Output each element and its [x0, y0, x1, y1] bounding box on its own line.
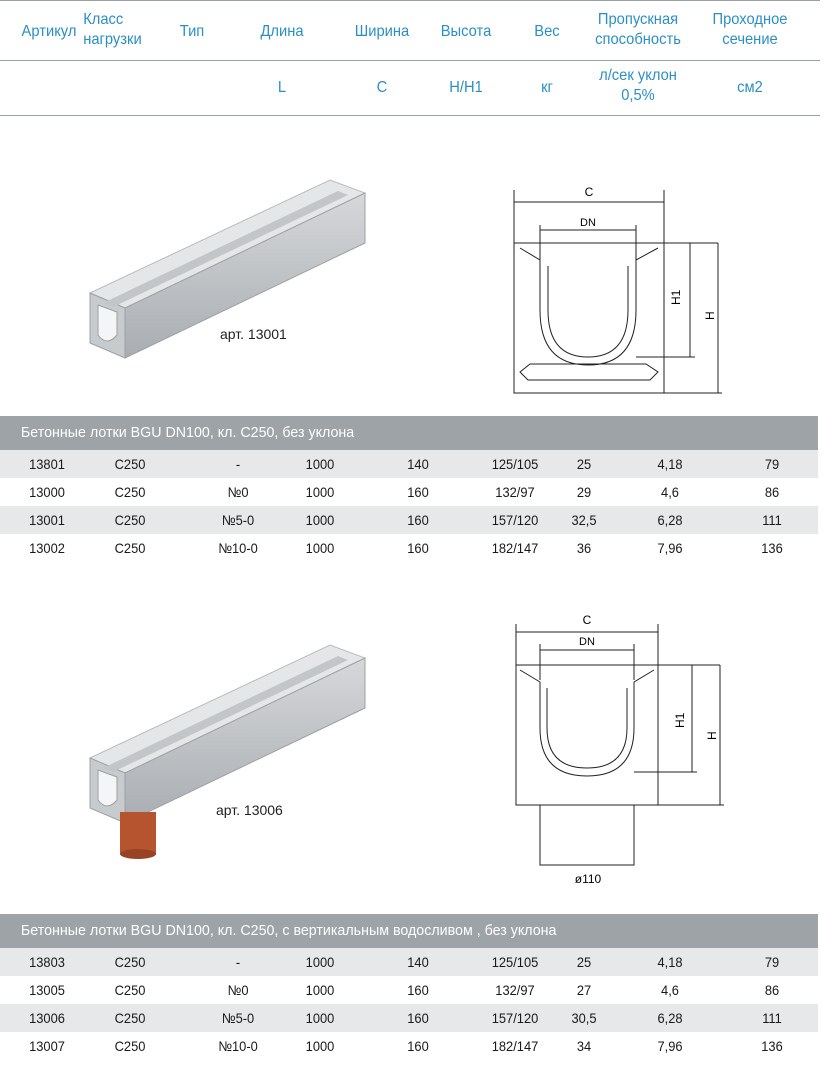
- cross-section-drawing: [490, 180, 740, 398]
- table-cell: 30,5: [571, 1010, 597, 1026]
- table-cell: №5-0: [221, 512, 255, 528]
- dim-pipe-label: ø110: [574, 872, 602, 886]
- table-cell: 6,28: [657, 1010, 683, 1026]
- table-cell: №5-0: [221, 1010, 255, 1026]
- dim-c-label: C: [584, 185, 594, 199]
- table-cell: 25: [576, 456, 592, 472]
- table-row: [0, 478, 818, 506]
- table-cell: 86: [764, 484, 780, 500]
- table-cell: 140: [407, 456, 429, 472]
- table-cell: 182/147: [491, 1038, 539, 1054]
- header-capacity: Пропускная способность: [595, 11, 681, 48]
- table-row: [0, 1004, 818, 1032]
- channel-product-image: [80, 175, 380, 375]
- header-weight: Вес: [534, 23, 560, 40]
- unit-weight: кг: [541, 79, 553, 96]
- section-title-bar-2: [0, 914, 818, 948]
- channel-outlet-product-image: [80, 640, 380, 865]
- table-cell: 182/147: [491, 540, 539, 556]
- table-cell: C250: [114, 540, 146, 556]
- section-title-2: Бетонные лотки BGU DN100, кл. С250, с вертикальным водосливом , без уклона: [20, 922, 557, 939]
- table-cell: 32,5: [571, 512, 597, 528]
- unit-length: L: [277, 79, 287, 96]
- product-caption: арт. 13001: [220, 326, 287, 342]
- table-cell: №10-0: [218, 1038, 258, 1054]
- table-cell: 1000: [305, 456, 335, 472]
- table-cell: №0: [227, 484, 249, 500]
- table-cell: 29: [576, 484, 592, 500]
- table-cell: C250: [114, 982, 146, 998]
- table-row: [0, 450, 818, 478]
- cross-section-drawing-2: [492, 610, 742, 890]
- unit-capacity: л/сек уклон 0,5%: [599, 67, 677, 104]
- dim-h1-label-2: H1: [673, 712, 687, 728]
- table-cell: C250: [114, 456, 146, 472]
- table-cell: 79: [764, 954, 780, 970]
- table-cell: 27: [576, 982, 592, 998]
- table-cell: 34: [576, 1038, 592, 1054]
- header-height: Высота: [440, 23, 492, 40]
- table-cell: 25: [576, 954, 592, 970]
- table-cell: C250: [114, 1010, 146, 1026]
- dim-h-label: H: [703, 311, 717, 320]
- table-cell: 13000: [29, 484, 65, 500]
- table-cell: 4,18: [657, 456, 683, 472]
- table-cell: -: [235, 954, 241, 970]
- table-row: [0, 948, 818, 976]
- table-cell: 160: [407, 982, 429, 998]
- table-cell: 136: [761, 1038, 783, 1054]
- table-cell: C250: [114, 1038, 146, 1054]
- unit-height: H/H1: [449, 79, 483, 96]
- table-cell: 13002: [29, 540, 65, 556]
- dim-dn-label-2: DN: [579, 636, 595, 648]
- table-cell: C250: [114, 512, 146, 528]
- table-cell: 7,96: [657, 1038, 683, 1054]
- table-cell: 136: [761, 540, 783, 556]
- header-mid-rule: [0, 60, 820, 61]
- table-cell: 13001: [29, 512, 65, 528]
- table-cell: 13007: [29, 1038, 65, 1054]
- table-cell: 86: [764, 982, 780, 998]
- table-cell: 157/120: [491, 1010, 539, 1026]
- table-row: [0, 1032, 818, 1060]
- table-cell: 13006: [29, 1010, 65, 1026]
- table-cell: 160: [407, 512, 429, 528]
- table-cell: 160: [407, 1010, 429, 1026]
- dim-h1-label: H1: [669, 289, 683, 305]
- header-bottom-rule: [0, 115, 820, 116]
- section-title: Бетонные лотки BGU DN100, кл. С250, без уклона: [20, 424, 355, 441]
- table-cell: 157/120: [491, 512, 539, 528]
- header-cross-section: Проходное сечение: [712, 11, 788, 48]
- table-cell: C250: [114, 954, 146, 970]
- table-cell: 7,96: [657, 540, 683, 556]
- table-cell: 111: [762, 1010, 782, 1026]
- dim-c-label-2: C: [582, 613, 592, 627]
- table-cell: 1000: [305, 512, 335, 528]
- table-cell: 13803: [29, 954, 65, 970]
- table-cell: 125/105: [491, 954, 539, 970]
- table-header: [0, 0, 826, 116]
- table-cell: 1000: [305, 982, 335, 998]
- table-cell: 79: [764, 456, 780, 472]
- table-cell: 4,6: [661, 484, 679, 500]
- table-cell: 160: [407, 540, 429, 556]
- table-cell: №0: [227, 982, 249, 998]
- table-cell: -: [235, 456, 241, 472]
- dim-h-label-2: H: [705, 731, 719, 740]
- header-load-class: Класс нагрузки: [83, 11, 142, 48]
- table-cell: 160: [407, 1038, 429, 1054]
- table-row: [0, 506, 818, 534]
- table-cell: 140: [407, 954, 429, 970]
- table-cell: 1000: [305, 540, 335, 556]
- table-cell: 132/97: [495, 484, 535, 500]
- table-cell: 1000: [305, 1038, 335, 1054]
- table-cell: 1000: [305, 954, 335, 970]
- header-type: Тип: [179, 23, 205, 40]
- table-cell: 125/105: [491, 456, 539, 472]
- product-caption-2: арт. 13006: [216, 802, 283, 818]
- table-cell: 1000: [305, 484, 335, 500]
- table-cell: 4,6: [661, 982, 679, 998]
- table-cell: 36: [576, 540, 592, 556]
- table-row: [0, 534, 818, 562]
- table-cell: 1000: [305, 1010, 335, 1026]
- table-cell: 4,18: [657, 954, 683, 970]
- table-cell: 132/97: [495, 982, 535, 998]
- table-row: [0, 976, 818, 1004]
- table-cell: 160: [407, 484, 429, 500]
- table-cell: 6,28: [657, 512, 683, 528]
- header-width: Ширина: [354, 23, 410, 40]
- table-cell: 13005: [29, 982, 65, 998]
- header-top-rule: [0, 0, 820, 1]
- header-article: Артикул: [21, 23, 77, 40]
- table-cell: 13801: [29, 456, 65, 472]
- section-title-bar: [0, 416, 818, 450]
- unit-cross-section: см2: [737, 79, 763, 96]
- table-cell: C250: [114, 484, 146, 500]
- dim-dn-label: DN: [580, 217, 596, 229]
- header-length: Длина: [260, 23, 304, 40]
- unit-width: C: [376, 79, 388, 96]
- table-cell: 111: [762, 512, 782, 528]
- table-cell: №10-0: [218, 540, 258, 556]
